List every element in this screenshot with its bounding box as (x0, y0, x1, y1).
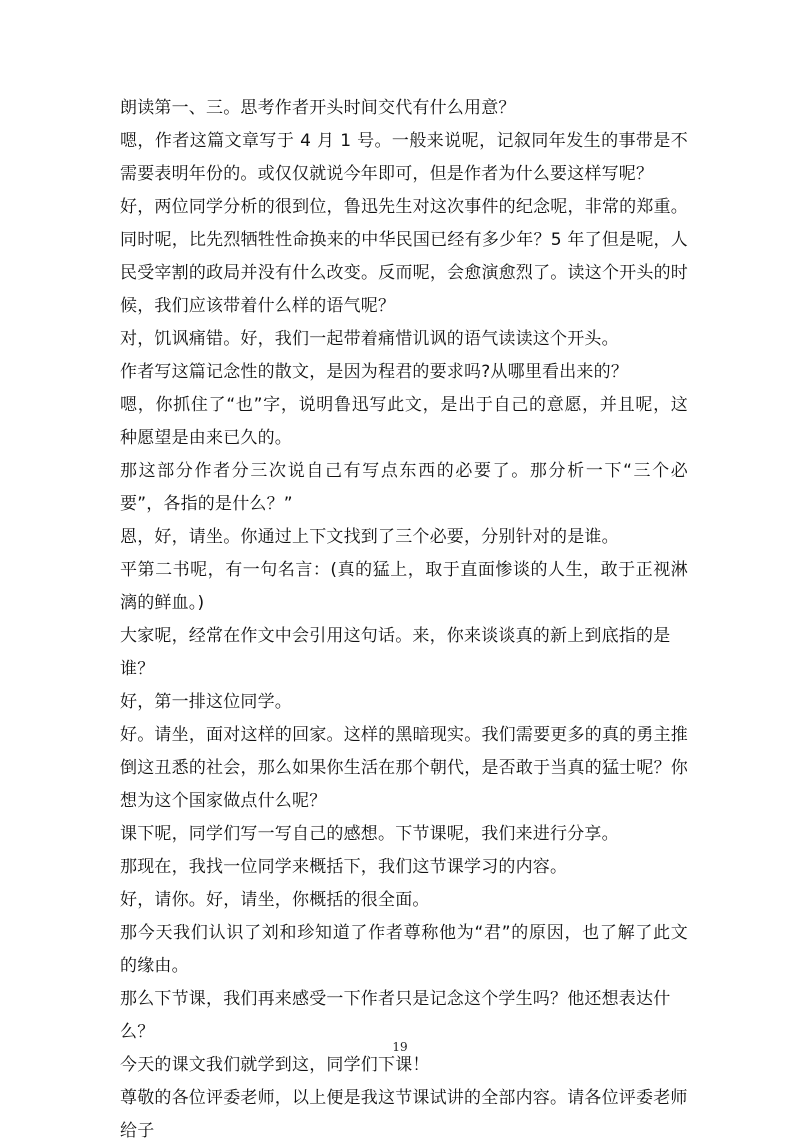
paragraph: 那现在，我找一位同学来概括下，我们这节课学习的内容。 (120, 857, 568, 877)
paragraph: 嗯，你抓住了“也”字，说明鲁迅写此文，是出于自己的意愿，并且呢，这种愿望是由来已久的。 (120, 395, 688, 448)
paragraph: 恩，好，请坐。你通过上下文找到了三个必要，分别针对的是谁。 (120, 527, 619, 547)
paragraph: 课下呢，同学们写一写自己的感想。下节课呢，我们来进行分享。 (120, 824, 619, 844)
page-number: 19 (392, 1040, 408, 1054)
paragraph: 嗯，作者这篇文章写于 4 月 1 号。一般来说呢，记叙同年发生的事带是不需要表明年份的。或仅仅就说今年即可，但是作者为什么要这样写呢？ (120, 131, 688, 184)
paragraph: 好，两位同学分析的很到位，鲁迅先生对这次事件的纪念呢，非常的郑重。同时呢，比先烈牺牲性命换来的中华民国已经有多少年？5 年了但是呢，人民受宰割的政局并没有什么改变。反而呢，会愈演愈烈了。读这个开头的时候，我们应该带着什么样的语气呢？ (120, 197, 688, 316)
body-text (120, 92, 688, 1148)
paragraph: 那这部分作者分三次说自己有写点东西的必要了。那分析一下“三个必要”，各指的是什么？” (120, 461, 688, 514)
paragraph: 平第二书呢，有一句名言：(真的猛上，取于直面惨谈的人生，敢于正视淋漓的鲜血。) (120, 560, 688, 613)
paragraph: 好，第一排这位同学。 (120, 692, 292, 712)
paragraph: 好。请坐，面对这样的回家。这样的黑暗现实。我们需要更多的真的勇主推倒这丑悉的社会，那么如果你生活在那个朝代，是否敢于当真的猛士呢？你想为这个国家做点什么呢？ (120, 725, 688, 811)
paragraph: 尊敬的各位评委老师，以上便是我这节课试讲的全部内容。请各位评委老师给子 (120, 1088, 688, 1141)
paragraph: 对，饥讽痛错。好，我们一起带着痛惜讥讽的语气读读这个开头。 (120, 329, 619, 349)
paragraph: 作者写这篇记念性的散文，是因为程君的要求吗?从哪里看出来的？ (120, 362, 629, 382)
paragraph: 朗读第一、三。思考作者开头时间交代有什么用意？ (120, 98, 516, 118)
paragraph: 那么下节课，我们再来感受一下作者只是记念这个学生吗？他还想表达什么？ (120, 989, 671, 1042)
paragraph: 大家呢，经常在作文中会引用这句话。来，你来谈谈真的新上到底指的是谁？ (120, 626, 671, 679)
paragraph: 好，请你。好，请坐，你概括的很全面。 (120, 890, 430, 910)
paragraph: 那今天我们认识了刘和珍知道了作者尊称他为“君”的原因，也了解了此文的缘由。 (120, 923, 688, 976)
paragraph: 今天的课文我们就学到这，同学们下课！ (120, 1055, 430, 1075)
